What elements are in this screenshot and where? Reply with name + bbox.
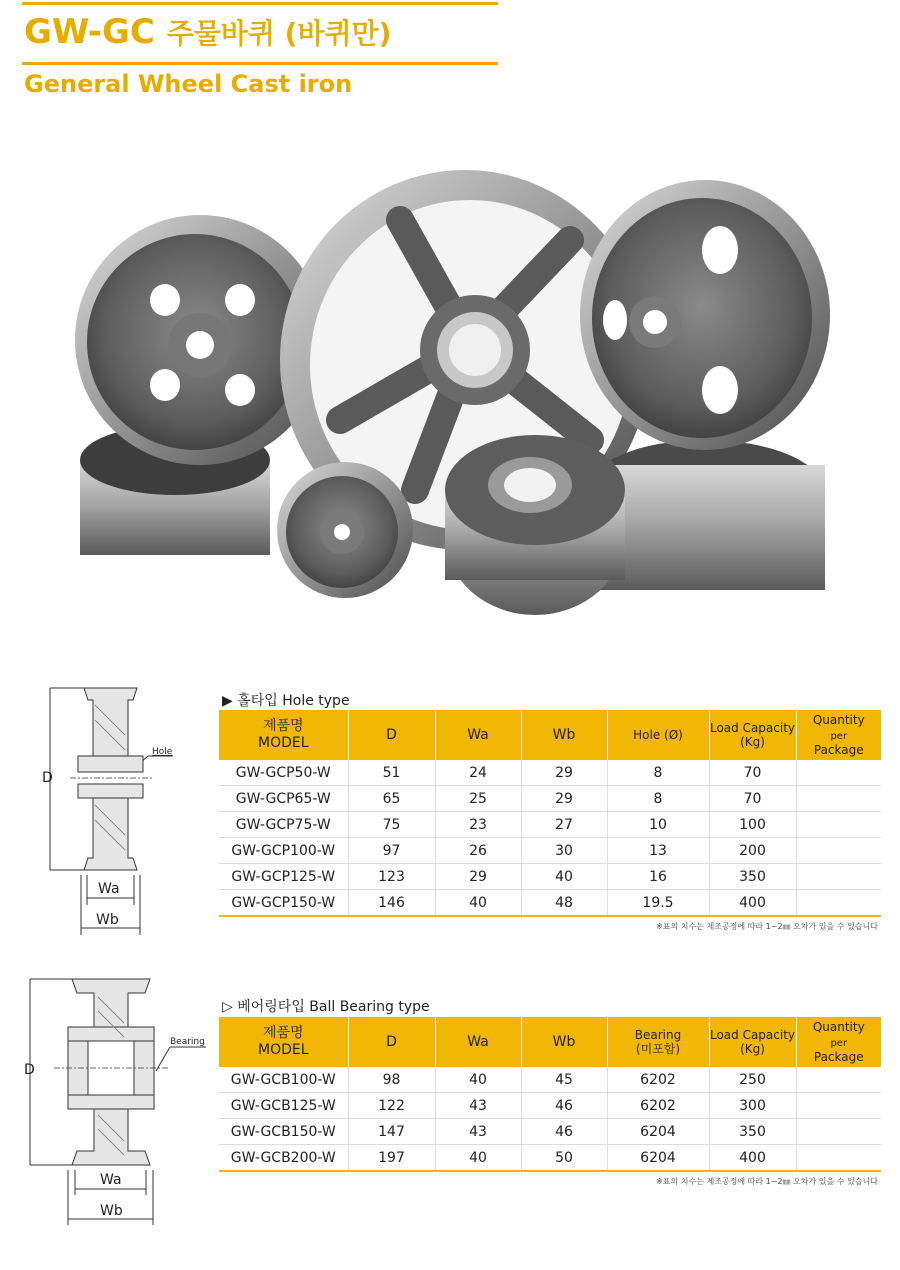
table-row: GW-GCB125-W 122 43 46 6202 300 — [219, 1093, 881, 1119]
hole-type-note: ※표의 치수는 제조공정에 따라 1~2㎜ 오차가 있을 수 있습니다 — [656, 922, 878, 931]
col-wb: Wb — [521, 710, 607, 760]
bearing-diagram-d-label: D — [24, 1062, 35, 1078]
hole-diagram-wa-label: Wa — [98, 881, 120, 897]
hole-type-label: ▶ 홀타입 Hole type — [222, 693, 350, 709]
col-hole: Hole (Ø) — [607, 710, 709, 760]
col-quantity: Quantity per Package — [796, 1017, 881, 1067]
title-model: GW-GC — [24, 12, 155, 52]
bearing-diagram-callout: Bearing — [170, 1037, 205, 1047]
table-row: GW-GCP100-W 97 26 30 13 200 — [219, 838, 881, 864]
hole-type-table — [219, 710, 881, 917]
table-row: GW-GCP150-W 146 40 48 19.5 400 — [219, 890, 881, 917]
table-header-row — [219, 710, 881, 760]
col-d: D — [348, 1017, 435, 1067]
table-row: GW-GCP50-W 51 24 29 8 70 — [219, 760, 881, 786]
wheel-small-front — [277, 462, 413, 598]
bearing-diagram-wa-label: Wa — [100, 1172, 122, 1188]
title-korean: 주물바퀴 (바퀴만) — [166, 17, 392, 50]
bearing-type-diagram — [20, 975, 210, 1235]
bearing-type-note: ※표의 치수는 제조공정에 따라 1~2㎜ 오차가 있을 수 있습니다 — [656, 1177, 878, 1186]
bearing-type-table — [219, 1017, 881, 1172]
table-row: GW-GCB150-W 147 43 46 6204 350 — [219, 1119, 881, 1145]
table-row: GW-GCP65-W 65 25 29 8 70 — [219, 786, 881, 812]
hole-diagram-wb-label: Wb — [96, 912, 119, 928]
hole-type-diagram — [40, 680, 190, 940]
col-load-capacity: Load Capacity (Kg) — [709, 1017, 796, 1067]
header-rule-bottom — [22, 62, 498, 65]
col-model: 제품명 MODEL — [219, 1017, 348, 1067]
col-wa: Wa — [435, 710, 521, 760]
bearing-diagram-wb-label: Wb — [100, 1203, 123, 1219]
table-row: GW-GCP125-W 123 29 40 16 350 — [219, 864, 881, 890]
hole-diagram-callout: Hole — [152, 747, 173, 757]
wheel-bearing-front — [445, 435, 625, 615]
col-bearing: Bearing (미포함) — [607, 1017, 709, 1067]
header-rule-top — [22, 2, 498, 5]
col-quantity: Quantity per Package — [796, 710, 881, 760]
product-photo — [70, 160, 830, 630]
bearing-type-label: ▷ 베어링타입 Ball Bearing type — [222, 999, 430, 1015]
col-load-capacity: Load Capacity (Kg) — [709, 710, 796, 760]
table-row: GW-GCB100-W 98 40 45 6202 250 — [219, 1067, 881, 1093]
table-row: GW-GCP75-W 75 23 27 10 100 — [219, 812, 881, 838]
page-subtitle: General Wheel Cast iron — [24, 70, 353, 98]
table-row: GW-GCB200-W 197 40 50 6204 400 — [219, 1145, 881, 1172]
col-d: D — [348, 710, 435, 760]
table-header-row — [219, 1017, 881, 1067]
col-model: 제품명 MODEL — [219, 710, 348, 760]
page-title — [24, 12, 391, 52]
col-wa: Wa — [435, 1017, 521, 1067]
col-wb: Wb — [521, 1017, 607, 1067]
hole-diagram-d-label: D — [42, 770, 53, 786]
